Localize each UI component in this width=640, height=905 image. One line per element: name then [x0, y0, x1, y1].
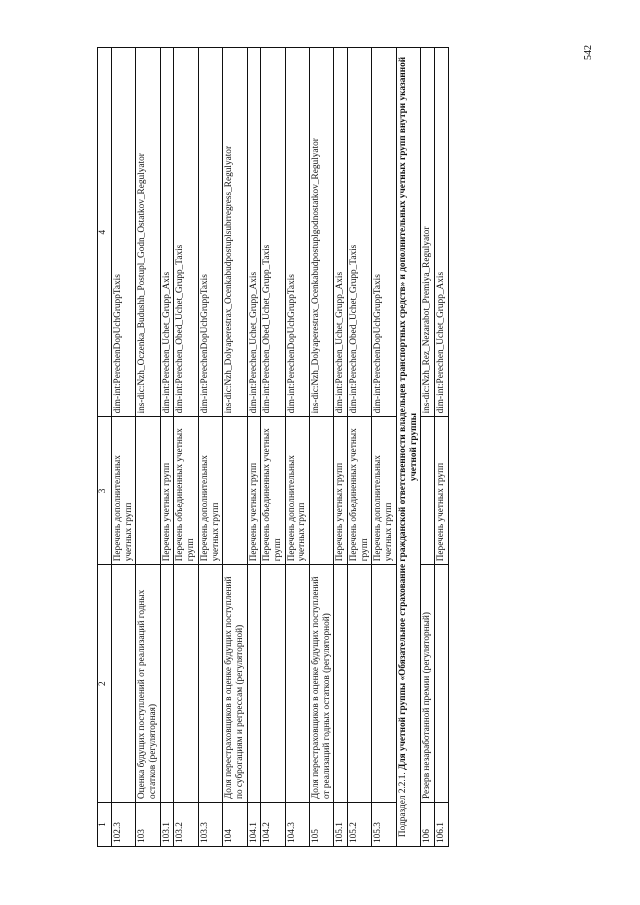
table-cell-c4: dim-int:Perechen_Uchet_Grupp_Axis	[334, 48, 348, 417]
table-row	[334, 48, 348, 847]
table-row	[421, 48, 435, 847]
table-cell-c2	[434, 565, 448, 803]
table-cell-c3: Перечень дополнительных учетных групп	[372, 417, 396, 565]
table-cell-c4: dim-int:Perechen_Uchet_Grupp_Axis	[434, 48, 448, 417]
table-cell-c3	[223, 417, 247, 565]
table-cell-c2	[261, 565, 285, 803]
table-cell-c4: ins-dic:Nzh_Rez_Nezarabot_Premiya_Regulyator	[421, 48, 435, 417]
table-cell-c2	[247, 565, 261, 803]
table-cell-c2	[372, 565, 396, 803]
table-cell-c4: dim-int:Perechen_Obed_Uchet_Grupp_Taxis	[174, 48, 198, 417]
header-cell-1: 1	[98, 803, 112, 847]
table-cell-c1: 103.2	[174, 803, 198, 847]
table-cell-c2	[348, 565, 372, 803]
header-cell-2: 2	[98, 565, 112, 803]
table-cell-c3: Перечень дополнительных учетных групп	[198, 417, 222, 565]
table-cell-c3: Перечень учетных групп	[160, 417, 174, 565]
table-cell-c1: 103	[136, 803, 160, 847]
table-cell-c1: 106	[421, 803, 435, 847]
subsection-lead: Подраздел 2.2.1.	[397, 772, 408, 838]
table-cell-c2: Доля перестраховщиков в оценке будущих поступлений от реализаций годных остатков (регуляторной)	[310, 565, 334, 803]
table-cell-c1: 104.1	[247, 803, 261, 847]
table-row	[198, 48, 222, 847]
table-row	[112, 48, 136, 847]
table-cell-c3	[421, 417, 435, 565]
table-cell-c3	[136, 417, 160, 565]
table-cell-c4: dim-int:Perechen_Uchet_Grupp_Axis	[160, 48, 174, 417]
table-cell-c2	[198, 565, 222, 803]
data-table	[97, 47, 449, 847]
header-row	[98, 48, 112, 847]
document-sheet	[97, 47, 577, 847]
table-cell-c3: Перечень учетных групп	[334, 417, 348, 565]
table-cell-c2	[112, 565, 136, 803]
table-cell-c4: dim-int:Perechen_Uchet_Grupp_Axis	[247, 48, 261, 417]
table-cell-c1: 102.3	[112, 803, 136, 847]
header-cell-3: 3	[98, 417, 112, 565]
table-cell-c1: 103.1	[160, 803, 174, 847]
table-cell-c4: dim-int:PerechenDopUchGruppTaxis	[372, 48, 396, 417]
header-cell-4: 4	[98, 48, 112, 417]
page-number: 542	[583, 45, 594, 60]
table-cell-c2: Оценка будущих поступлений от реализаций годных остатков (регуляторная)	[136, 565, 160, 803]
table-cell-c1: 105.2	[348, 803, 372, 847]
table-cell-c1: 103.3	[198, 803, 222, 847]
table-cell-c2	[334, 565, 348, 803]
table-cell-c4: dim-int:PerechenDopUchGruppTaxis	[112, 48, 136, 417]
table-cell-c1: 104	[223, 803, 247, 847]
table-cell-c3: Перечень учетных групп	[434, 417, 448, 565]
table-cell-c1: 105.3	[372, 803, 396, 847]
table-cell-c1: 104.2	[261, 803, 285, 847]
table-cell-c2	[285, 565, 309, 803]
table-row	[261, 48, 285, 847]
table-cell-c3: Перечень дополнительных учетных групп	[112, 417, 136, 565]
table-row	[136, 48, 160, 847]
table-cell-c1: 106.1	[434, 803, 448, 847]
table-cell-c3: Перечень объединенных учетных групп	[174, 417, 198, 565]
table-cell-c2	[160, 565, 174, 803]
table-row	[223, 48, 247, 847]
table-row	[174, 48, 198, 847]
table-row	[247, 48, 261, 847]
table-cell-c4: dim-int:PerechenDopUchGruppTaxis	[285, 48, 309, 417]
table-cell-c2	[174, 565, 198, 803]
subsection-row	[396, 48, 420, 847]
table-row	[434, 48, 448, 847]
table-row	[372, 48, 396, 847]
subsection-title: Для учетной группы «Обязательное страхование гражданской ответственности владельцев транспортных средств» и дополнительных учетных групп внутри указанной учетной группы	[397, 56, 419, 770]
subsection-cell	[396, 48, 420, 847]
table-row	[348, 48, 372, 847]
table-cell-c3: Перечень дополнительных учетных групп	[285, 417, 309, 565]
table-cell-c2: Доля перестраховщиков в оценке будущих поступлений по суброгациям и регрессам (регуляторной)	[223, 565, 247, 803]
table-cell-c4: ins-dic:Nzh_Oczenka_Budushh_Postupl_Godn_Ostatkov_Regulyator	[136, 48, 160, 417]
table-cell-c1: 105	[310, 803, 334, 847]
table-cell-c3: Перечень объединенных учетных групп	[348, 417, 372, 565]
table-cell-c4: dim-int:Perechen_Obed_Uchet_Grupp_Taxis	[348, 48, 372, 417]
table-cell-c4: dim-int:PerechenDopUchGruppTaxis	[198, 48, 222, 417]
table-row	[160, 48, 174, 847]
table-cell-c4: ins-dic:Nzh_Dolyaperestrax_Ocenkabudpostuplsubrregress_Regulyator	[223, 48, 247, 417]
table-cell-c3: Перечень учетных групп	[247, 417, 261, 565]
table-row	[285, 48, 309, 847]
table-cell-c4: dim-int:Perechen_Obed_Uchet_Grupp_Taxis	[261, 48, 285, 417]
table-cell-c2: Резерв незаработанной премии (регуляторный)	[421, 565, 435, 803]
table-cell-c3: Перечень объединенных учетных групп	[261, 417, 285, 565]
table-cell-c4: ins-dic:Nzh_Dolyaperestrax_Ocenkabudpostuplgodnostatkov_Regulyator	[310, 48, 334, 417]
table-row	[310, 48, 334, 847]
table-cell-c1: 104.3	[285, 803, 309, 847]
table-cell-c3	[310, 417, 334, 565]
table-cell-c1: 105.1	[334, 803, 348, 847]
